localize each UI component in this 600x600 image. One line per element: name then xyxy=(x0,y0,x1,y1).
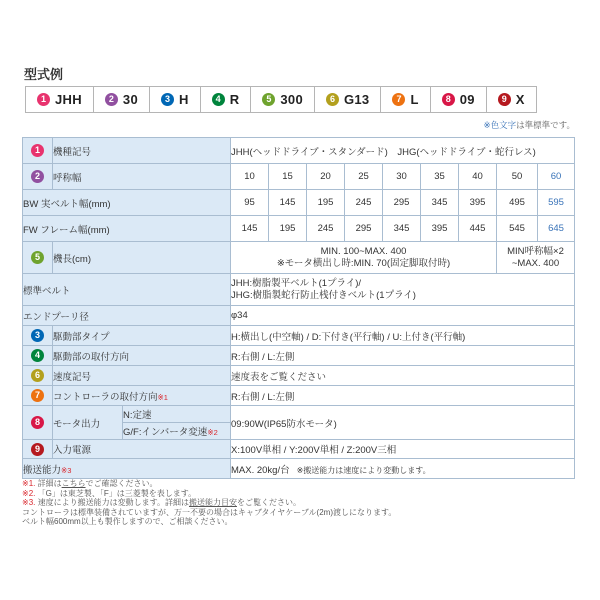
table-row xyxy=(23,346,575,366)
footnote-marker: ※1 xyxy=(157,392,168,402)
semi-standard-value: 595 xyxy=(548,197,564,208)
row-label xyxy=(53,386,231,406)
row-number-cell xyxy=(23,242,53,274)
spec-value-text: 95 xyxy=(244,197,255,208)
semi-standard-value: 60 xyxy=(550,171,562,182)
row-number-badge: 4 xyxy=(31,349,44,362)
footnote-marker: ※2. xyxy=(22,488,38,498)
row-number-cell xyxy=(23,406,53,440)
row-number-cell xyxy=(23,164,53,190)
table-row xyxy=(23,440,575,459)
table-row xyxy=(23,306,575,326)
step-number-badge: 7 xyxy=(392,93,405,106)
spec-value xyxy=(231,386,575,406)
spec-table xyxy=(22,137,575,479)
row-label-text: 呼称幅 xyxy=(53,172,82,184)
spec-value xyxy=(459,216,497,242)
table-row xyxy=(23,326,575,346)
model-code-segment xyxy=(380,86,430,113)
footnote-link[interactable]: こちら xyxy=(61,479,86,488)
step-number-badge: 3 xyxy=(161,93,174,106)
spec-value-text: 25 xyxy=(358,171,369,182)
spec-value xyxy=(345,216,383,242)
spec-value xyxy=(307,216,345,242)
spec-value xyxy=(231,274,575,306)
row-label-text: 駆動部の取付方向 xyxy=(53,351,130,363)
footnote-text: ベルト幅600mm以上も製作しますので、ご相談ください。 xyxy=(22,517,233,527)
page-title: 型式例 xyxy=(24,67,64,82)
spec-value xyxy=(231,164,269,190)
spec-value-text: H:横出し(中空軸) / D:下付き(平行軸) / U:上付き(平行軸) xyxy=(231,331,466,343)
footnote-link[interactable]: 搬送能力目安 xyxy=(188,498,237,508)
spec-value xyxy=(231,440,575,459)
row-label-text: 駆動部タイプ xyxy=(53,331,110,343)
footnote-line xyxy=(22,489,396,499)
spec-value xyxy=(269,216,307,242)
spec-value xyxy=(231,138,575,164)
footnote-marker: ※3 xyxy=(61,465,72,475)
step-number-badge: 9 xyxy=(498,93,511,106)
row-number-badge: 2 xyxy=(31,170,44,183)
footnote-marker: ※2 xyxy=(207,428,218,437)
footnote-text: をご覧ください。 xyxy=(236,498,301,508)
row-label xyxy=(23,216,231,242)
row-label-text: FW フレーム幅(mm) xyxy=(23,224,110,236)
table-row xyxy=(23,406,575,423)
model-code-value: 30 xyxy=(122,92,138,107)
model-code-strip xyxy=(25,86,537,113)
model-code-value: G13 xyxy=(343,92,370,107)
row-label-text: 標準ベルト xyxy=(23,285,71,297)
row-label-text: モータ出力 xyxy=(53,418,101,430)
spec-value-text: 50 xyxy=(511,171,523,182)
spec-value-text: MAX. 20kg/台 xyxy=(231,464,290,476)
row-label xyxy=(53,346,231,366)
spec-value xyxy=(383,164,421,190)
row-number-badge: 8 xyxy=(31,416,44,429)
row-number-badge: 5 xyxy=(31,251,44,264)
footnote-line xyxy=(22,517,396,527)
footnote-line xyxy=(22,508,396,518)
footnote-line xyxy=(22,498,396,508)
spec-value-line: ~MAX. 400 xyxy=(511,257,560,269)
table-row xyxy=(23,274,575,306)
model-code-segment xyxy=(250,86,315,113)
row-label-text: 機長(cm) xyxy=(53,253,91,265)
spec-value xyxy=(497,242,575,274)
spec-value xyxy=(538,190,575,216)
spec-value-text: 545 xyxy=(509,223,525,234)
footnotes xyxy=(22,479,396,527)
spec-value-line: JHG:樹脂製蛇行防止桟付きベルト(1プライ) xyxy=(231,289,416,301)
spec-value xyxy=(231,346,575,366)
spec-value-text: 30 xyxy=(396,171,407,182)
spec-value-text: 10 xyxy=(244,171,255,182)
spec-value-line: ※モータ横出し時:MIN. 70(固定脚取付時) xyxy=(276,257,451,269)
table-row xyxy=(23,366,575,386)
footnote-line xyxy=(22,479,396,489)
row-label-text: N:定速 xyxy=(123,410,152,421)
spec-value xyxy=(345,190,383,216)
spec-value-text: 145 xyxy=(279,197,296,208)
footnote-text: 「G」は東芝製、「F」は三菱製を表します。 xyxy=(37,488,197,498)
spec-value-text: 40 xyxy=(472,171,483,182)
footnote-text: でご確認ください。 xyxy=(85,479,158,488)
spec-value xyxy=(231,190,269,216)
model-code-value: L xyxy=(410,92,419,107)
spec-value-text: 145 xyxy=(241,223,258,234)
model-code-value: JHH xyxy=(55,92,82,107)
row-number-cell xyxy=(23,346,53,366)
color-legend-text: は準標準です。 xyxy=(516,120,575,130)
spec-value xyxy=(231,306,575,326)
row-label xyxy=(23,190,231,216)
spec-value xyxy=(538,164,575,190)
spec-value-text: 495 xyxy=(509,197,525,208)
spec-value-text: 345 xyxy=(393,223,410,234)
row-label xyxy=(53,440,231,459)
row-label xyxy=(53,242,231,274)
spec-value xyxy=(231,216,269,242)
row-label xyxy=(23,274,231,306)
row-number-cell xyxy=(23,326,53,346)
spec-value-text: X:100V単相 / Y:200V単相 / Z:200V三相 xyxy=(231,445,397,456)
spec-value-text: 295 xyxy=(355,223,372,234)
spec-value-text: 245 xyxy=(317,223,334,234)
spec-value-text: 445 xyxy=(469,223,486,234)
row-label-text: G/F:インバータ変速 xyxy=(123,427,208,438)
row-label xyxy=(53,326,231,346)
footnote-text: コントローラは標準装備されていますが、万一不要の場合はキャブタイヤケーブル(2m)渡しになります。 xyxy=(22,507,397,517)
row-label-text: エンドプーリ径 xyxy=(23,311,89,323)
model-code-value: 09 xyxy=(459,92,475,107)
table-row xyxy=(23,459,575,479)
spec-value xyxy=(421,164,459,190)
row-label xyxy=(53,406,123,440)
model-code-segment xyxy=(430,86,487,113)
spec-value xyxy=(231,406,575,440)
spec-value-text: 245 xyxy=(355,197,372,208)
row-label xyxy=(53,164,231,190)
row-label xyxy=(23,459,231,479)
spec-value-text: 345 xyxy=(431,197,448,208)
spec-value xyxy=(497,164,538,190)
spec-value-text: 15 xyxy=(282,171,293,182)
footnote-marker: ※1. xyxy=(22,479,38,488)
row-label xyxy=(53,138,231,164)
color-legend-highlight: ※色文字 xyxy=(483,120,517,130)
spec-value-line: JHH:樹脂製平ベルト(1プライ)/ xyxy=(231,278,362,289)
spec-value-note: ※搬送能力は速度により変動します。 xyxy=(296,465,431,475)
table-row xyxy=(23,216,575,242)
spec-value xyxy=(231,326,575,346)
table-row xyxy=(23,138,575,164)
row-label-text: 搬送能力 xyxy=(23,464,62,476)
spec-value-text: φ34 xyxy=(231,310,248,321)
motor-sub-label xyxy=(123,406,231,423)
motor-sub-label xyxy=(123,423,231,440)
spec-value xyxy=(421,190,459,216)
row-label-text: コントローラの取付方向 xyxy=(53,391,158,403)
row-number-badge: 7 xyxy=(31,389,44,402)
model-code-segment xyxy=(200,86,252,113)
row-number-badge: 3 xyxy=(31,329,44,342)
color-legend-note xyxy=(484,119,575,131)
spec-table-body xyxy=(23,138,575,479)
table-row xyxy=(23,190,575,216)
spec-value-text: 35 xyxy=(434,171,445,182)
model-code-segment xyxy=(149,86,201,113)
row-number-cell xyxy=(23,366,53,386)
model-code-value: 300 xyxy=(280,92,303,107)
table-row xyxy=(23,164,575,190)
spec-value xyxy=(231,242,497,274)
step-number-badge: 5 xyxy=(262,93,275,106)
spec-value xyxy=(383,216,421,242)
spec-value-text: 395 xyxy=(469,197,486,208)
spec-value-text: 速度表をご覧ください xyxy=(231,371,327,383)
spec-value xyxy=(459,164,497,190)
row-label-text: BW 実ベルト幅(mm) xyxy=(23,198,111,210)
spec-value-text: 09:90W(IP65防水モータ) xyxy=(231,418,337,430)
table-row xyxy=(23,242,575,274)
step-number-badge: 8 xyxy=(442,93,455,106)
row-label-text: 入力電源 xyxy=(53,445,92,456)
spec-value-text: 395 xyxy=(431,223,448,234)
spec-value-text: R:右側 / L:左側 xyxy=(231,391,295,403)
model-code-value: X xyxy=(515,92,525,107)
footnote-text: 詳細は xyxy=(37,479,62,488)
model-code-value: R xyxy=(229,92,240,107)
footnote-marker: ※3. xyxy=(22,498,38,508)
spec-value-text: 295 xyxy=(393,197,410,208)
spec-value xyxy=(383,190,421,216)
step-number-badge: 4 xyxy=(212,93,225,106)
semi-standard-value: 645 xyxy=(548,223,564,234)
spec-value xyxy=(421,216,459,242)
spec-value-text: 20 xyxy=(320,171,331,182)
row-number-badge: 6 xyxy=(31,369,44,382)
row-number-cell xyxy=(23,440,53,459)
row-number-badge: 1 xyxy=(31,144,44,157)
model-code-segment xyxy=(25,86,94,113)
spec-value-line: MIN呼称幅×2 xyxy=(507,246,564,257)
table-row xyxy=(23,386,575,406)
step-number-badge: 6 xyxy=(326,93,339,106)
spec-value xyxy=(538,216,575,242)
footnote-text: 速度により搬送能力は変動します。詳細は xyxy=(37,498,189,508)
row-number-badge: 9 xyxy=(31,443,44,456)
model-code-segment xyxy=(314,86,381,113)
spec-value xyxy=(231,459,575,479)
row-label-text: 速度記号 xyxy=(53,371,92,383)
model-code-segment xyxy=(486,86,537,113)
row-label xyxy=(53,366,231,386)
step-number-badge: 2 xyxy=(105,93,118,106)
spec-value-text: 195 xyxy=(279,223,296,234)
model-code-value: H xyxy=(178,92,189,107)
spec-value-text: 195 xyxy=(317,197,334,208)
model-code-segment xyxy=(93,86,150,113)
spec-value xyxy=(345,164,383,190)
spec-value-text: R:右側 / L:左側 xyxy=(231,351,295,363)
spec-value xyxy=(497,216,538,242)
row-label xyxy=(23,306,231,326)
row-label-text: 機種記号 xyxy=(53,146,92,158)
row-number-cell xyxy=(23,138,53,164)
spec-value xyxy=(269,190,307,216)
spec-value xyxy=(497,190,538,216)
step-number-badge: 1 xyxy=(37,93,50,106)
spec-value xyxy=(459,190,497,216)
row-number-cell xyxy=(23,386,53,406)
spec-value-text: JHH(ヘッドドライブ・スタンダード) JHG(ヘッドドライブ・蛇行レス) xyxy=(231,146,536,158)
spec-value xyxy=(307,164,345,190)
spec-value xyxy=(269,164,307,190)
spec-value xyxy=(231,366,575,386)
spec-value xyxy=(307,190,345,216)
spec-value-line: MIN. 100~MAX. 400 xyxy=(320,246,407,257)
